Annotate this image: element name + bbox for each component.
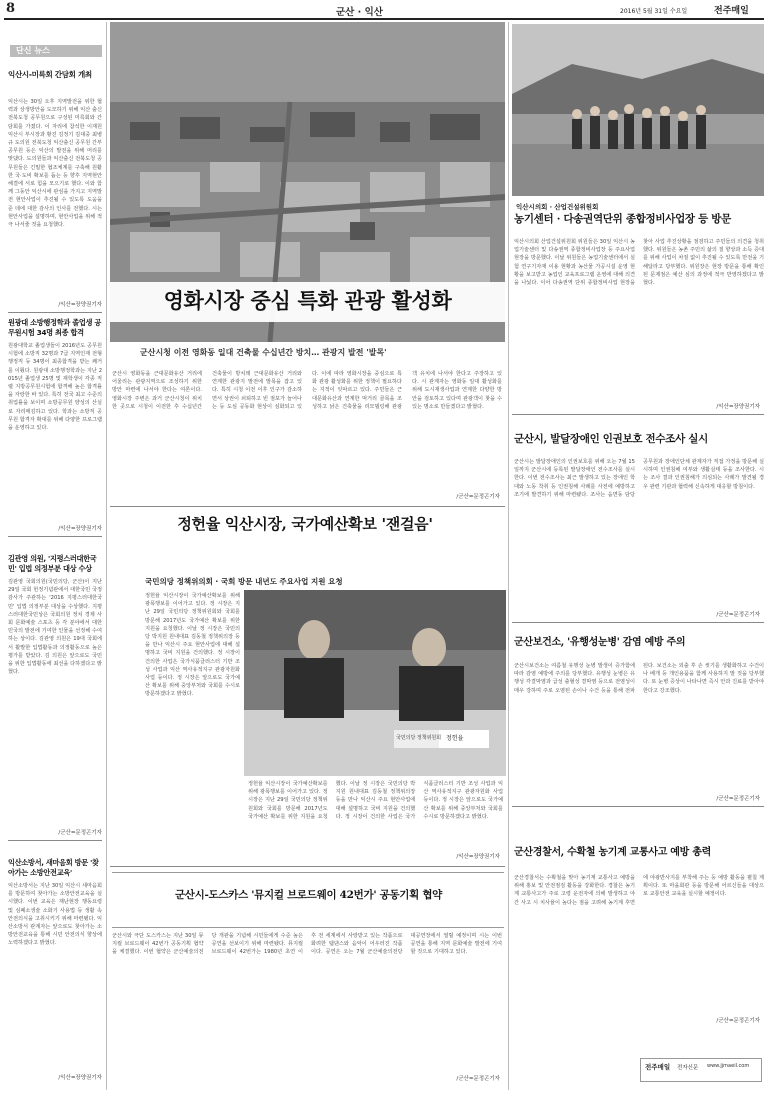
divider bbox=[512, 622, 764, 623]
main-byline: /군산=문정곤기자 bbox=[456, 494, 500, 500]
footer-box bbox=[640, 1058, 762, 1082]
mid-body-right: 정헌율 익산시장이 국가예산확보를 위해 광폭행보를 이어가고 있다. 정 시장은 지난 29일 국민의당 정책위원회와 국회를 방문해 2017년도 국가예산 확보를 위한 지원을 요청했다. 이날 정 시장은 국민의당 박지원 원내대표 김동철 정책위의장 등을 만나 익산시 주요 현안사업에 대해 설명하고 국비 지원을 건의했다. 정 시장이 건의한 사업은 국가식품클러스터 기반 조성 사업과 익산 역사유적지구 관광자원화 사업 등이다. 정 시장은 앞으로도 국가예산 확보를 위해 중앙부처와 국회를 수시로 방문하겠다고 밝혔다. bbox=[248, 781, 503, 820]
rm-title: 군산시, 발달장애인 인권보호 전수조사 실시 bbox=[514, 433, 708, 445]
section-name: 군산 · 익산 bbox=[336, 7, 383, 18]
rt-byline: /익산=장양권기자 bbox=[716, 404, 760, 410]
article-body: 김관영 국회의원(국민의당, 군산)이 지난 29일 국회 헌정기념관에서 대한국민 국정감사가 주관하는 '2016 지평스러대한국민' 입법 의정부분 대상을 수상했다. 지평스러대한국민상은 국회의원 정치 경제 사회 문화예술 스포츠 등 각 분야에서 대한민국의 발전에 기여한 인물을 선정해 수여하는 상이다. 김관영 의원은 19대 국회에서 활발한 입법활동과 의정활동으로 높은 평가를 받았다. 김 의원은 앞으로도 국민을 위한 입법활동에 최선을 다하겠다고 밝혔다. bbox=[8, 579, 102, 676]
visit-photo bbox=[512, 24, 764, 196]
article-byline: /익산=장양권기자 bbox=[58, 1075, 102, 1081]
column-rule bbox=[106, 22, 107, 1090]
article-title: 익산시-미륵회 간담회 개최 bbox=[8, 70, 92, 79]
article-byline: /익산=장양권기자 bbox=[58, 302, 102, 308]
rb2-byline: /군산=문정곤기자 bbox=[716, 1018, 760, 1024]
page-number: 8 bbox=[6, 1, 16, 16]
nameplate-right: 정헌율 bbox=[446, 735, 464, 742]
header-rule bbox=[4, 18, 764, 20]
rb2-title: 군산경찰서, 수확철 농기계 교통사고 예방 총력 bbox=[514, 847, 711, 858]
rb2-body: 군산경찰서는 수확철을 맞아 농기계 교통사고 예방을 위해 홍보 및 안전점검 활동을 강화한다. 경찰은 농기계 교통사고가 주로 고령 운전자에 의해 발생하고 야간 사고 시 치사율이 높다는 점을 고려해 농기계 후면에 야광반사지를 부착해 주는 등 예방 활동을 펼칠 계획이다. 또 마을회관 등을 방문해 어르신들을 대상으로 교통안전 교육을 실시할 예정이다. bbox=[514, 875, 764, 906]
footer-url[interactable]: www.jjmaeil.com bbox=[707, 1063, 750, 1069]
rb1-title: 군산보건소, '유행성눈병' 감염 예방 주의 bbox=[514, 637, 686, 648]
divider bbox=[8, 840, 102, 841]
paper-name: 전주매일 bbox=[714, 6, 749, 16]
left-column bbox=[8, 60, 102, 1090]
column-rule bbox=[508, 22, 509, 1090]
article-body: 원광대학교 졸업생들이 2016년도 공무원시험에 소방직 32명과 7급 지역인재 전형 행정직 등 34명이 최종합격을 받는 쾌거를 이뤘다. 원광대 소방행정학과는 지난 2015년 졸업생 25명 및 재학생이 각종 직렬 지방공무원시험에 합격해 높은 합격률을 자랑한 바 있다. 특히 전국 최고 수준의 취업률을 보이며 소방공무원 양성의 산실로 자리매김하고 있다. 학과는 소방직 공무원 합격자 확대를 위해 다양한 프로그램을 운영하고 있다. bbox=[8, 343, 102, 432]
article-title: 김관영 의원, '지평스러대한국민' 입법 의정부분 대상 수상 bbox=[8, 554, 97, 573]
divider bbox=[8, 536, 102, 537]
mid-subhead: 국민의당 정책위의회 · 국회 방문 내년도 주요사업 지원 요청 bbox=[145, 577, 343, 586]
section-label-text: 단신 뉴스 bbox=[16, 46, 50, 55]
visit-photo-graphic bbox=[512, 24, 764, 196]
footer-label: 전자신문 bbox=[677, 1065, 699, 1071]
mid-body-left: 정헌율 익산시장이 국가예산확보를 위해 광폭행보를 이어가고 있다. 정 시장은 지난 29일 국민의당 정책위원회와 국회를 방문해 2017년도 국가예산 확보를 위한 지원을 요청했다. 이날 정 시장은 국민의당 박지원 원내대표 김동철 정책위의장 등을 만나 익산시 주요 현안사업에 대해 설명하고 국비 지원을 건의했다. 정 시장이 건의한 사업은 국가식품클러스터 기반 조성 사업과 익산 역사유적지구 관광자원화 사업 등이다. 정 시장은 앞으로도 국가예산 확보를 위해 중앙부처와 국회를 수시로 방문하겠다고 밝혔다. bbox=[145, 593, 240, 698]
rb1-body: 군산시보건소는 여름철 유행성 눈병 발생이 증가함에 따라 감염 예방에 주의를 당부했다. 유행성 눈병은 유행성 각결막염과 급성 출혈성 결막염 등으로 전염성이 매우 강하며 주로 오염된 손이나 수건 등을 통해 전파된다. 보건소는 외출 후 손 씻기를 생활화하고 수건이나 베개 등 개인용품을 함께 사용하지 말 것을 당부했다. 또 눈병 증상이 나타나면 즉시 안과 진료를 받아야 한다고 강조했다. bbox=[514, 663, 764, 694]
divider bbox=[512, 806, 764, 807]
article-title: 원광대 소방행정학과 졸업생 공무원시험 34명 최종 합격 bbox=[8, 318, 101, 337]
divider bbox=[110, 506, 505, 507]
bottom-body: 군산시와 극단 도스카스는 지난 30일 뮤지컬 브로드웨이 42번가 공동기획 협약을 체결했다. 이번 협약은 군산예술의전당 개관을 기념해 시민들에게 수준 높은 공연을 선보이기 위해 마련됐다. 뮤지컬 브로드웨이 42번가는 1980년 초연 이후 전 세계에서 사랑받고 있는 작품으로 화려한 탭댄스와 음악이 어우러진 작품이다. 공연은 오는 7월 군산예술의전당 대공연장에서 열릴 예정이며 시는 이번 공연을 통해 지역 문화예술 발전에 기여할 것으로 기대하고 있다. bbox=[112, 933, 502, 956]
divider bbox=[110, 866, 505, 867]
bottom-headline: 군산시-도스카스 '뮤지컬 브로드웨이 42번가' 공동기획 협약 bbox=[174, 889, 443, 901]
main-body: 군산시 영화동을 근대문화유산 거리에 어울리는 관광지역으로 조성하기 위한 방안 마련에 나서야 한다는 여론이다. 영화시장 주변은 과거 군산시청이 위치한 곳으로 시청이 이전한 후 수십년간 건축물이 방치돼 근대문화유산 거리와 연계한 관광지 발전에 발목을 잡고 있다. 특히 시청 이전 이후 인구가 감소하면서 상권이 쇠퇴하고 빈 점포가 늘어나는 등 도심 공동화 현상이 심화되고 있다. 이에 따라 영화시장을 중심으로 특화 관광 활성화를 위한 정책이 필요하다는 지적이 잇따르고 있다. 주민들은 근대문화유산과 연계한 먹거리 골목을 조성하고 낡은 건축물을 리모델링해 관광객 유치에 나서야 한다고 주장하고 있다. 시 관계자는 영화동 일대 활성화를 위해 도시재생사업과 연계한 다양한 방안을 검토하고 있다며 관광객이 찾을 수 있는 명소로 만들겠다고 밝혔다. bbox=[112, 371, 502, 410]
rt-body: 익산시의회 산업건설위원회 위원들은 30일 익산시 농업기술센터 및 다송권역 종합정비사업장 등 주요사업 현장을 방문했다. 이날 위원들은 농업기술센터에서 실험 연구기자재 이용 현황과 농산물 가공시설 운영 현황을 보고받고 농업인 교육프로그램 운영에 대해 의견을 나눴다. 이어 다송권역 단위 종합정비사업 현장을 찾아 사업 추진상황을 점검하고 주민들의 의견을 청취했다. 위원들은 농촌 주민의 삶의 질 향상과 소득 증대를 위해 사업이 차질 없이 추진될 수 있도록 만전을 기해달라고 당부했다. 위원장은 현장 방문을 통해 확인된 문제점은 예산 심의 과정에 적극 반영하겠다고 밝혔다. bbox=[514, 239, 764, 287]
article-byline: /익산=장양권기자 bbox=[58, 526, 102, 532]
rm-byline: /군산=문정곤기자 bbox=[716, 612, 760, 618]
bottom-headline-box bbox=[112, 872, 504, 928]
bottom-byline: /군산=문정곤기자 bbox=[456, 1076, 500, 1082]
article-byline: /군산=문정곤기자 bbox=[58, 830, 102, 836]
issue-date: 2016년 5월 31일 수요일 bbox=[620, 8, 688, 15]
page-header bbox=[0, 0, 768, 20]
press-photo bbox=[244, 590, 506, 776]
article-body: 익산시는 30일 오후 지역발전을 위한 협력과 상생방안을 도모하기 위해 익산 출신 전북도청 공무원으로 구성된 미륵회와 간담회를 가졌다. 이 자리에 참석한 이재원 익산시 부시장과 황진 김정기 김대중 최병규 도의원 전북도청 익산출신 공무원 간부공무원 등은 익산의 발전을 위해 머리를 맞댔다. 도의원들과 익산출신 전북도청 공무원들은 긴밀한 협조체계를 구축해 원활한 국·도비 확보를 돕는 등 향후 지역현안 해결에 서로 힘을 모으기로 했다. 이와 함께 그동안 익산시에 관심을 가지고 지역발전 현안사업이 추진될 수 있도록 도움을 준 데에 대한 감사의 인사를 전했다. 시는 현안사업을 설명하며, 현안사업을 위해 적극 나서줄 것을 요청했다. bbox=[8, 99, 102, 229]
main-headline-text: 영화시장 중심 특화 관광 활성화 bbox=[163, 288, 452, 313]
nameplate-left: 국민의당 정책위원회 bbox=[396, 735, 442, 741]
rb1-byline: /군산=문정곤기자 bbox=[716, 796, 760, 802]
divider bbox=[8, 312, 102, 313]
section-label bbox=[10, 45, 102, 57]
divider bbox=[512, 414, 764, 415]
main-subhead: 군산시청 이전 영화동 일대 건축물 수십년간 방치… 관광지 발전 '발목' bbox=[140, 348, 387, 357]
press-photo-graphic bbox=[244, 590, 506, 776]
rt-label: 익산시의회 · 산업건설위원회 bbox=[516, 203, 599, 211]
mid-headline: 정헌율 익산시장, 국가예산확보 '잰걸음' bbox=[177, 515, 433, 533]
footer-brand: 전주매일 bbox=[645, 1063, 671, 1071]
mid-byline: /익산=장양권기자 bbox=[456, 854, 500, 860]
article-title: 익산소방서, 새마음회 방문 '찾아가는 소방안전교육' bbox=[8, 858, 99, 877]
article-body: 익산소방서는 지난 30일 익산시 새마음회를 방문하여 찾아가는 소방안전교육을 실시했다. 이번 교육은 재난현장 행동요령 및 심폐소생술 소화기 사용법 등 생활 속 안전의식을 고취시키기 위해 마련됐다. 익산소방서 관계자는 앞으로도 찾아가는 소방안전교육을 통해 시민 안전의식 향상에 노력하겠다고 밝혔다. bbox=[8, 883, 102, 947]
rm-body: 군산시는 발달장애인의 인권보호를 위해 오는 7월 15일까지 군산시에 등록된 발달장애인 전수조사를 실시한다. 이번 전수조사는 최근 발생하고 있는 장애인 학대와 노동 착취 등 인권침해 사례를 사전에 예방하고 조기에 발견하기 위해 마련됐다. 조사는 읍면동 담당 공무원과 장애인단체 관계자가 직접 가정을 방문해 실시하며 인권침해 여부와 생활실태 등을 조사한다. 시는 조사 결과 인권침해가 의심되는 사례가 발견될 경우 관련 기관과 협력해 신속하게 대응할 방침이다. bbox=[514, 459, 764, 498]
rt-title: 농기센터 · 다송권역단위 종합정비사업장 등 방문 bbox=[514, 213, 731, 225]
